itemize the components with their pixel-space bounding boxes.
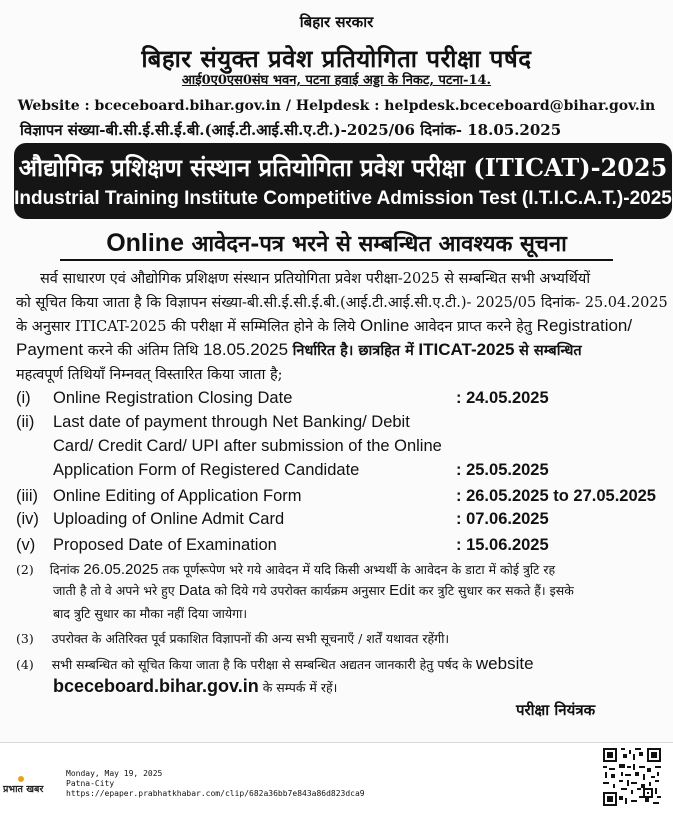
advertisement-number: विज्ञापन संख्या-बी.सी.ई.सी.ई.बी.(आई.टी.आई.सी.ए.टी.)-2025/06 दिनांक- 18.05.2025 (20, 121, 562, 139)
banner-title-hindi: औद्योगिक प्रशिक्षण संस्थान प्रतियोगिता प्रवेश परीक्षा (ITICAT)-2025 (18, 153, 668, 182)
note-text: कर त्रुटि सुधार कर सकते हैं। इसके (418, 583, 574, 598)
intro-exam-name: ITICAT-2025 (418, 340, 515, 359)
qr-code-icon (603, 748, 661, 806)
intro-text: करने की अंतिम तिथि (87, 343, 199, 359)
signoff-controller: परीक्षा नियंत्रक (516, 701, 596, 719)
note-3 (16, 630, 449, 647)
schedule-date: : 26.05.2025 to 27.05.2025 (456, 487, 656, 505)
schedule-number: (iv) (16, 510, 39, 528)
schedule-row (16, 536, 666, 560)
note-text: दिनांक (49, 562, 80, 577)
intro-payment: Payment (16, 340, 84, 359)
schedule-row (16, 510, 666, 534)
government-header: बिहार सरकार (299, 13, 374, 31)
schedule-row (16, 487, 666, 511)
schedule-label: Last date of payment through Net Banking/ Debit (53, 413, 410, 431)
note-edit: Edit (389, 582, 415, 599)
subheading-hindi: आवेदन-पत्र भरने से सम्बन्धित आवश्यक सूचना (191, 231, 567, 257)
intro-deadline-date: 18.05.2025 (202, 340, 289, 359)
clip-date: Monday, May 19, 2025 (66, 769, 163, 778)
clip-footer (0, 743, 673, 814)
schedule-number: (iii) (16, 487, 38, 505)
note-4-line-1 (16, 654, 534, 674)
schedule-row (16, 413, 666, 437)
note-date: 26.05.2025 (83, 561, 159, 578)
note-number: (3) (16, 631, 34, 646)
note-4-line-2 (53, 676, 337, 697)
note-2-line-3: बाद त्रुटि सुधार का मौका नहीं दिया जायेगा। (53, 606, 248, 621)
subheading-underline (60, 259, 613, 261)
schedule-row-continued (16, 461, 666, 485)
schedule-label: Proposed Date of Examination (53, 536, 277, 554)
schedule-number: (ii) (16, 413, 35, 431)
note-data: Data (178, 582, 211, 599)
note-text: को दिये गये उपरोक्त कार्यक्रम अनुसार (214, 583, 386, 598)
logo-text: प्रभात खबर (3, 784, 44, 795)
note-text: सभी सम्बन्धित को सूचित किया जाता है कि परीक्षा से सम्बन्धित अद्यतन जानकारी हेतु पर्षद के (51, 657, 472, 672)
intro-line-5: महत्वपूर्ण तिथियाँ निम्नवत् विस्तारित किया जाता है; (16, 367, 283, 383)
intro-line-4 (16, 340, 582, 360)
intro-text: से सम्बन्धित (519, 342, 582, 359)
note-text: जाती है तो वे अपने भरे हुए (53, 583, 175, 598)
intro-line-3 (16, 316, 632, 336)
schedule-date: : 15.06.2025 (456, 536, 549, 554)
intro-registration: Registration/ (536, 316, 633, 335)
schedule-date: : 25.05.2025 (456, 461, 549, 479)
schedule-number: (i) (16, 389, 31, 407)
note-website: website (475, 654, 534, 673)
schedule-label: Application Form of Registered Candidate (53, 461, 360, 479)
website-helpdesk-line: Website : bceceboard.bihar.gov.in / Helpdesk : helpdesk.bceceboard@bihar.gov.in (17, 98, 656, 114)
notice-subheading (0, 228, 673, 258)
schedule-date: : 07.06.2025 (456, 510, 549, 528)
note-number: (2) (16, 562, 34, 577)
prabhat-khabar-logo (3, 779, 59, 801)
schedule-label: Uploading of Online Admit Card (53, 510, 285, 528)
intro-online: Online (360, 316, 410, 335)
schedule-number: (v) (16, 536, 36, 554)
intro-text: आवेदन प्राप्त करने हेतु (413, 319, 533, 335)
schedule-label: Online Editing of Application Form (53, 487, 302, 505)
schedule-row (16, 389, 666, 413)
schedule-date: : 24.05.2025 (456, 389, 549, 407)
intro-line-1: सर्व साधारण एवं औद्योगिक प्रशिक्षण संस्थान प्रतियोगिता प्रवेश परीक्षा-2025 से सम्बन्धित सभी अभ्यर्थियों (40, 271, 591, 287)
schedule-label: Card/ Credit Card/ UPI after submission of the Online (53, 437, 442, 455)
note-text: उपरोक्त के अतिरिक्त पूर्व प्रकाशित विज्ञापनों की अन्य सभी सूचनाएँ / शर्तें यथावत रहेंगी। (51, 631, 450, 646)
board-website-link: bceceboard.bihar.gov.in (53, 676, 259, 696)
banner-title-english: Industrial Training Institute Competitive Admission Test (I.T.I.C.A.T.)-2025 (14, 188, 672, 209)
intro-text: के अनुसार ITICAT-2025 की परीक्षा में सम्मिलित होने के लिये (16, 319, 356, 335)
note-2-line-2 (53, 582, 574, 599)
subheading-online: Online (106, 229, 184, 257)
clip-url[interactable]: https://epaper.prabhatkhabar.com/clip/682a36bb7e843a86d823dca9 (66, 789, 365, 798)
board-address: आई0ए0एस0संघ भवन, पटना हवाई अड्डा के निकट, पटना-14. (181, 73, 492, 88)
intro-line-2: को सूचित किया जाता है कि विज्ञापन संख्या-बी.सी.ई.सी.ई.बी.(आई.टी.आई.सी.ए.टी.)- 2025/05 दिनांक- 25.04.2025 (16, 295, 668, 311)
note-text: तक पूर्णरूपेण भरे गये आवेदन में यदि किसी अभ्यर्थी के आवेदन के डाटा में कोई त्रुटि रह (162, 562, 556, 577)
schedule-label: Online Registration Closing Date (53, 389, 293, 407)
board-name: बिहार संयुक्त प्रवेश प्रतियोगिता परीक्षा पर्षद (141, 44, 532, 73)
clip-edition: Patna-City (66, 779, 115, 788)
schedule-row-continued (16, 437, 666, 461)
note-number: (4) (16, 657, 34, 672)
note-2-line-1 (16, 561, 555, 578)
intro-text: निर्धारित है। छात्रहित में (292, 342, 414, 359)
note-text: के सम्पर्क में रहें। (262, 680, 338, 695)
title-banner (14, 143, 672, 219)
